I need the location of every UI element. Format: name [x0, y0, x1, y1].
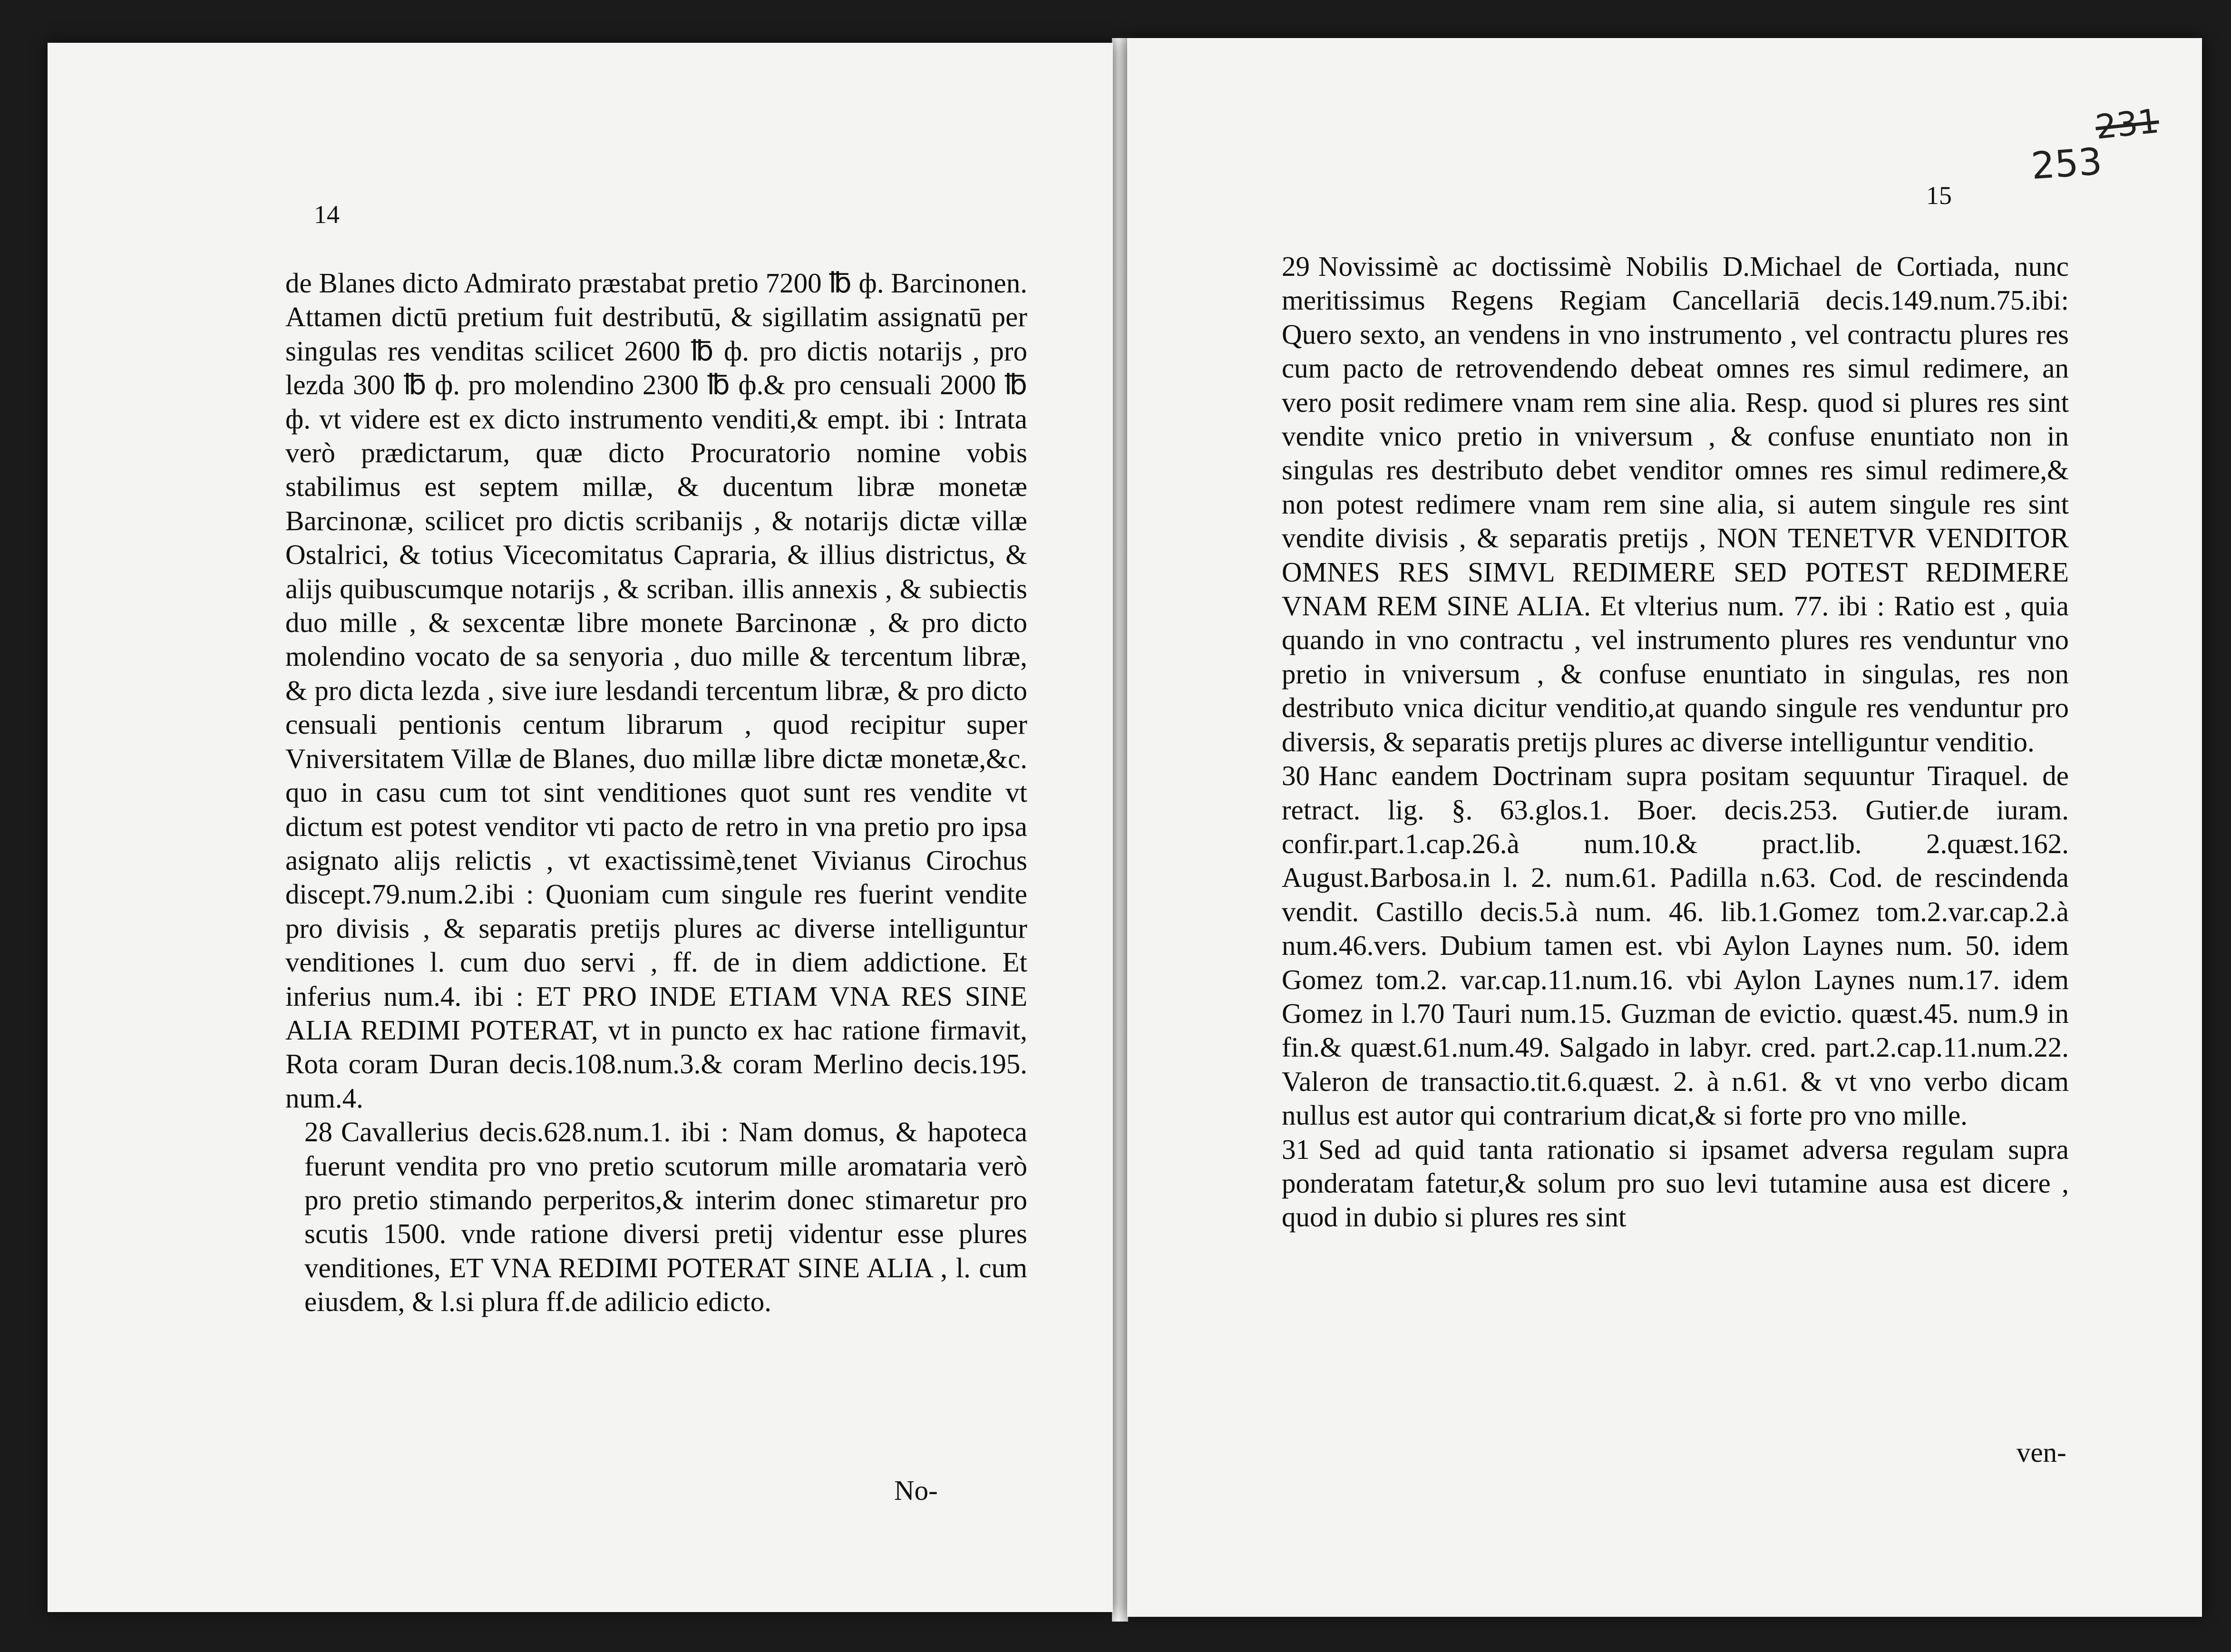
book-spine [1112, 38, 1128, 1622]
right-page [1127, 38, 2202, 1617]
paragraph-29-text: Novissimè ac doctissimè Nobilis D.Michael de Cortiada, nunc meritissimus Regens Regiam Cancellariā decis.149.num.75.ibi: Quero sexto, an vendens in vno instrumento , vel contractu plures res cum pacto de retrovendendo debeat omnes res simul redimere, an vero posit redimere vnam rem sine alia. Resp. quod si plures res sint vendite vnico pretio in vniversum , & confuse enuntiato non in singulas res destributo debet venditor omnes res simul redimere,& non potest redimere vnam rem sine alia, si autem singule res sint vendite divisis , & separatis pretijs , NON TENETVR VENDITOR OMNES RES SIMVL REDIMERE SED POTEST REDIMERE VNAM REM SINE ALIA. Et vlterius num. 77. ibi : Ratio est , quia quando in vno contractu , vel instrumento plures res venduntur vno pretio in vniversum , & confuse enuntiato in singulas, res non destributo vnica dicitur venditio,at quando singule res venduntur pro diversis, & separatis pretijs plures ac diverse intelliguntur venditio. [1282, 251, 2069, 758]
archive-number: 253 [2030, 140, 2104, 188]
paragraph-30 [1263, 759, 2069, 1132]
paragraph-29 [1263, 250, 2069, 759]
paragraph-31 [1263, 1133, 2069, 1234]
paragraph-28-text: Cavallerius decis.628.num.1. ibi : Nam domus, & hapoteca fuerunt vendita pro vno pretio scutorum mille aromataria verò pro pretio stimando perperitos,& interim donec stimaretur pro scutis 1500. vnde ratione diversi pretij videntur esse plures venditiones, ET VNA REDIMI POTERAT SINE ALIA , l. cum eiusdem, & l.si plura ff.de adilicio edicto. [304, 1116, 1027, 1318]
left-page [48, 43, 1113, 1612]
struck-archive-number: 231 [2094, 101, 2161, 147]
section-number: 29 [1282, 251, 1310, 282]
page-number: 14 [314, 200, 340, 229]
left-page-text [285, 266, 1027, 1319]
catchword: No- [894, 1475, 938, 1506]
section-number: 30 [1282, 760, 1310, 792]
right-page-text [1263, 250, 2069, 1234]
section-number: 28 [304, 1116, 332, 1148]
catchword: ven- [2017, 1437, 2066, 1468]
paragraph-28 [285, 1115, 1027, 1319]
section-number: 31 [1282, 1133, 1310, 1165]
paragraph-31-text: Sed ad quid tanta rationatio si ipsamet adversa regulam supra ponderatam fatetur,& solum pro suo levi tutamine ausa est dicere , quod in dubio si plures res sint [1282, 1133, 2069, 1233]
paragraph-30-text: Hanc eandem Doctrinam supra positam sequuntur Tiraquel. de retract. lig. §. 63.glos.1. Boer. decis.253. Gutier.de iuram. confir.part.1.cap.26.à num.10.& pract.lib. 2.quæst.162. August.Barbosa.in l. 2. num.61. Padilla n.63. Cod. de rescindenda vendit. Castillo decis.5.à num. 46. lib.1.Gomez tom.2.var.cap.2.à num.46.vers. Dubium tamen est. vbi Aylon Laynes num. 50. idem Gomez tom.2. var.cap.11.num.16. vbi Aylon Laynes num.17. idem Gomez in l.70 Tauri num.15. Guzman de evictio. quæst.45. num.9 in fin.& quæst.61.num.49. Salgado in labyr. cred. part.2.cap.11.num.22. Valeron de transactio.tit.6.quæst. 2. à n.61. & vt vno verbo dicam nullus est autor qui contrarium dicat,& si forte pro vno mille. [1282, 760, 2069, 1131]
page-number: 15 [1926, 181, 1952, 210]
paragraph-continued: de Blanes dicto Admirato præstabat pretio 7200 ℔ ф. Barcinonen. Attamen dictū pretium fuit destributū, & sigillatim assignatū per singulas res venditas scilicet 2600 ℔ ф. pro dictis notarijs , pro lezda 300 ℔ ф. pro molendino 2300 ℔ ф.& pro censuali 2000 ℔ ф. vt videre est ex dicto instrumento venditi,& empt. ibi : Intrata verò prædictarum, quæ dicto Procuratorio nomine vobis stabilimus est septem millæ, & ducentum libræ monetæ Barcinonæ, scilicet pro dictis scribanijs , & notarijs dictæ villæ Ostalrici, & totius Vicecomitatus Capraria, & illius districtus, & alijs quibuscumque notarijs , & scriban. illis annexis , & subiectis duo mille , & sexcentæ libre monete Barcinonæ , & pro dicto molendino vocato de sa senyoria , duo mille & tercentum libræ, & pro dicta lezda , sive iure lesdandi tercentum libræ, & pro dicto censuali pentionis centum librarum , quod recipitur super Vniversitatem Villæ de Blanes, duo millæ libre dictæ monetæ,&c. quo in casu cum tot sint venditiones quot sunt res vendite vt dictum est potest venditor vti pacto de retro in vna pretio pro ipsa asignato alijs relictis , vt exactissimè,tenet Vivianus Cirochus discept.79.num.2.ibi : Quoniam cum singule res fuerint vendite pro divisis , & separatis pretijs plures ac diverse intelliguntur venditiones l. cum duo servi , ff. de in diem addictione. Et inferius num.4. ibi : ET PRO INDE ETIAM VNA RES SINE ALIA REDIMI POTERAT, vt in puncto ex hac ratione firmavit, Rota coram Duran decis.108.num.3.& coram Merlino decis.195. num.4. [285, 267, 1027, 1114]
